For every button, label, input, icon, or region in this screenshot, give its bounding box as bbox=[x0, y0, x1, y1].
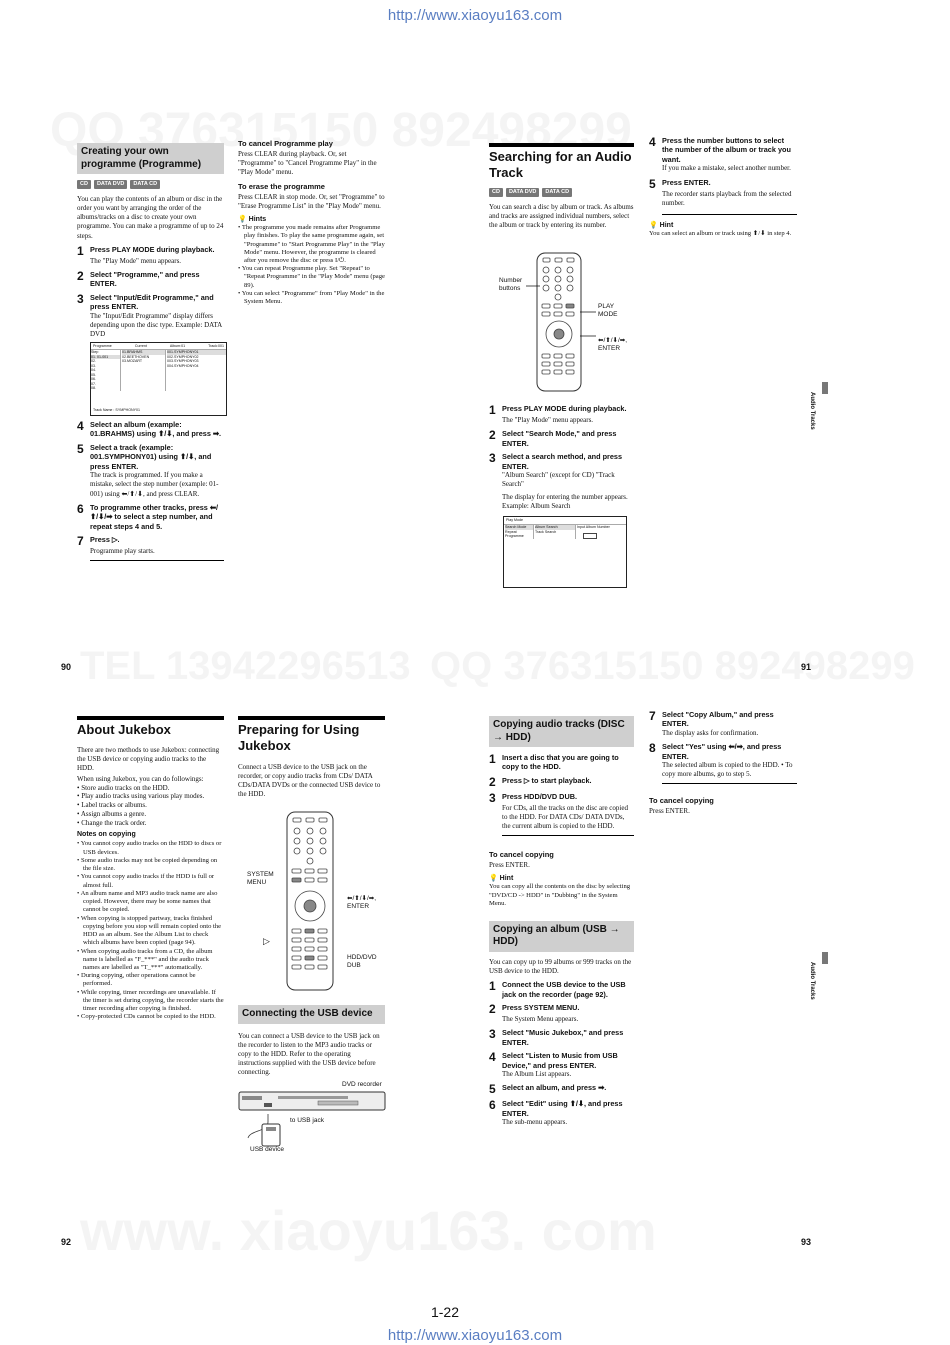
page-number-93: 93 bbox=[801, 1237, 812, 1247]
p93-album-step-5: 5 Select an album, and press ➡. bbox=[489, 1082, 607, 1097]
programme-track: 001.SYMPHONY01 bbox=[167, 350, 226, 354]
p93-album-step-1: 1 Connect the USB device to the USB jack on the recorder (page 92). bbox=[489, 979, 626, 999]
input-number-box bbox=[583, 533, 597, 539]
p93-step-8: 8 Select "Yes" using ⬅/➡, and press ENTER. bbox=[649, 741, 782, 761]
cancel-programme-head: To cancel Programme play bbox=[238, 139, 333, 148]
badge-data-dvd: DATA DVD bbox=[94, 180, 127, 189]
play-mode-screen-title: Play Mode bbox=[504, 517, 626, 525]
programme-step: 06. bbox=[91, 377, 96, 382]
p93-step-7: 7 Select "Copy Album," and press ENTER. bbox=[649, 709, 774, 729]
about-item: • Label tracks or albums. bbox=[77, 801, 224, 810]
watermark-site-bottom bbox=[80, 1195, 657, 1268]
programme-step: 05. bbox=[91, 372, 96, 377]
callout-arrows-enter: ⬅/⬆/⬇/➡, ENTER bbox=[598, 337, 628, 352]
p91-badges bbox=[489, 188, 634, 197]
badge-data-cd: DATA CD bbox=[542, 188, 572, 197]
badge-cd: CD bbox=[77, 180, 91, 189]
cancel-copying-text: Press ENTER. bbox=[489, 861, 530, 869]
p91-right-column bbox=[649, 136, 797, 242]
prep-text: Connect a USB device to the USB jack on the recorder, or copy audio tracks from CDs/ DATA CDs/DATA DVDs or the connected USB device to the HDD. bbox=[238, 762, 381, 798]
lightbulb-icon: 💡 bbox=[238, 215, 247, 223]
p93-album-step-4-desc: The Album List appears. bbox=[502, 1070, 572, 1079]
p93-copy-step-3-desc: For CDs, all the tracks on the disc are copied to the HDD. For DATA CDs/ DATA DVDs, the current album is copied to the HDD. bbox=[502, 804, 634, 836]
usb-section bbox=[238, 1005, 385, 1081]
p90-step-1: 1 Press PLAY MODE during playback. bbox=[77, 243, 215, 258]
cancel-programme-text: Press CLEAR during playback. Or, set "Programme" to "Cancel Programme Play" in the "Play Mode" menu. bbox=[238, 149, 377, 176]
search-mode-item: Track Search bbox=[535, 529, 557, 534]
about-intro2: When using Jukebox, you can do followings: bbox=[77, 774, 204, 783]
p93-right-column bbox=[649, 710, 797, 820]
p90-left-column bbox=[77, 143, 224, 561]
p90-step-5-desc: The track is programmed. If you make a mistake, select the step number (example: 01-001) using ⬅/⬆/⬇, and press CLEAR. bbox=[90, 471, 219, 498]
p93-copy-step-2: 2 Press ▷ to start playback. bbox=[489, 774, 592, 789]
p92-left-column bbox=[77, 716, 224, 1022]
p93-album-step-6-desc: The sub-menu appears. bbox=[502, 1118, 568, 1127]
cancel-copying-head: To cancel copying bbox=[489, 850, 554, 860]
programme-step: 02. bbox=[91, 359, 96, 364]
p90-step-4: 4 Select an album (example: 01.BRAHMS) using ⬆/⬇, and press ➡. bbox=[77, 418, 222, 439]
badge-data-cd: DATA CD bbox=[130, 180, 160, 189]
programme-step: 03. bbox=[91, 363, 96, 368]
programme-screen-col-current: Current bbox=[134, 343, 147, 348]
side-label-bottom: Audio Tracks bbox=[808, 962, 815, 1000]
lightbulb-icon: 💡 bbox=[489, 875, 498, 883]
page-number-92: 92 bbox=[61, 1237, 72, 1247]
p91-title: Searching for an Audio Track bbox=[489, 143, 634, 182]
p91-hint-head: 💡 Hint bbox=[649, 221, 674, 229]
play-mode-item: Repeat bbox=[505, 529, 517, 534]
prep-jukebox-title: Preparing for Using Jukebox bbox=[238, 716, 385, 755]
programme-screen-footer: Track Name : SYMPHONY01 bbox=[93, 408, 140, 413]
notes-list bbox=[77, 840, 224, 1021]
p93-copy-step-1: 1 Insert a disc that you are going to copy to the HDD. bbox=[489, 752, 619, 772]
input-number-label: Input Album Number bbox=[577, 525, 610, 530]
label-usb-device: USB device bbox=[250, 1146, 284, 1153]
p91-step-3-desc: "Album Search" (except for CD) "Track Search" bbox=[502, 471, 615, 489]
programme-screen-col-track: Track:001 bbox=[208, 343, 224, 348]
play-mode-screen bbox=[503, 516, 627, 588]
about-item: • Assign albums a genre. bbox=[77, 810, 224, 819]
programme-screen-title: Programme bbox=[93, 343, 112, 348]
side-tab-bottom bbox=[822, 952, 828, 964]
p91-step-4: 4 Press the number buttons to select the number of the album or track you want. bbox=[649, 135, 791, 164]
p93-album-step-4: 4 Select "Listen to Music from USB Device," and press ENTER. bbox=[489, 1050, 618, 1070]
cancel-copying2-text: Press ENTER. bbox=[649, 806, 690, 815]
note-item: • Copy-protected CDs cannot be copied to the HDD. bbox=[77, 1013, 224, 1021]
p93-left-column bbox=[489, 716, 634, 1127]
programme-album: 01.BRAHMS bbox=[122, 350, 165, 354]
notes-head: Notes on copying bbox=[77, 831, 136, 839]
copy-disc-title: Copying audio tracks (DISC → HDD) bbox=[489, 716, 634, 747]
about-item: • Change the track order. bbox=[77, 819, 224, 828]
badge-data-dvd: DATA DVD bbox=[506, 188, 539, 197]
p90-step-7-desc: Programme play starts. bbox=[90, 547, 224, 561]
bottom-url[interactable]: http://www.xiaoyu163.com bbox=[387, 1327, 563, 1344]
label-dvd-recorder: DVD recorder bbox=[342, 1081, 382, 1088]
p90-step-7: 7 Press ▷. bbox=[77, 534, 120, 549]
p91-step-1-desc: The "Play Mode" menu appears. bbox=[502, 416, 594, 424]
p90-step-1-desc: The "Play Mode" menu appears. bbox=[90, 256, 182, 265]
p90-intro: You can play the contents of an album or disc in the order you want by arranging the order of the albums/tracks on a disc to create your own programme. You can make a programme of up to 24 steps. bbox=[77, 195, 224, 240]
usb-device-icon bbox=[240, 1112, 290, 1148]
p93-hint-head: 💡 Hint bbox=[489, 875, 514, 883]
play-mode-item: Search Mode bbox=[505, 525, 533, 530]
p93-step-8-desc: The selected album is copied to the HDD. • To copy more albums, go to step 5. bbox=[662, 761, 797, 784]
p90-step-2: 2 Select "Programme," and press ENTER. bbox=[77, 268, 200, 289]
p93-album-step-2-desc: The System Menu appears. bbox=[502, 1015, 579, 1024]
callout-arrows-enter-p92: ⬅/⬆/⬇/➡, ENTER bbox=[347, 895, 377, 910]
top-url[interactable]: http://www.xiaoyu163.com bbox=[387, 7, 563, 24]
callout-play-mode: PLAY MODE bbox=[598, 303, 618, 318]
p91-left-column bbox=[489, 143, 634, 234]
p91-steps-column bbox=[489, 400, 634, 588]
play-mode-item: Programme bbox=[505, 534, 524, 539]
p91-step-1: 1 Press PLAY MODE during playback. bbox=[489, 403, 627, 417]
p91-step-5: 5 Press ENTER. bbox=[649, 176, 711, 191]
about-item: • Store audio tracks on the HDD. bbox=[77, 784, 224, 793]
p93-step-7-desc: The display asks for confirmation. bbox=[662, 728, 759, 737]
watermark-qq-mid bbox=[430, 640, 915, 692]
note-item: • An album name and MP3 audio track name are also copied. However, there may be some names that cannot be copied. bbox=[77, 890, 224, 915]
about-item: • Play audio tracks using various play modes. bbox=[77, 792, 224, 801]
p90-hints-list bbox=[238, 224, 386, 306]
p93-album-step-2: 2 Press SYSTEM MENU. bbox=[489, 1002, 580, 1017]
note-item: • During copying, other operations cannot be performed. bbox=[77, 972, 224, 988]
erase-programme-text: Press CLEAR in stop mode. Or, set "Programme" to "Erase Programme List" in the "Play Mode" menu. bbox=[238, 192, 385, 210]
programme-album: 03.MOZART bbox=[122, 359, 143, 364]
note-item: • Some audio tracks may not be copied depending on the file size. bbox=[77, 857, 224, 873]
p90-step-3-desc: The "Input/Edit Programme" display differs depending upon the disc type. Example: DATA DVD bbox=[90, 311, 222, 338]
lightbulb-icon: 💡 bbox=[649, 221, 658, 229]
programme-screen bbox=[90, 342, 227, 416]
p90-step-6: 6 To programme other tracks, press ⬅/⬆/⬇/➡ to select a step number, and repeat steps 4 and 5. bbox=[77, 501, 219, 531]
p91-step-4-desc: If you make a mistake, select another number. bbox=[662, 164, 791, 173]
dvd-recorder-icon bbox=[238, 1090, 386, 1114]
remote-control-icon bbox=[286, 811, 334, 991]
cancel-copying2-head: To cancel copying bbox=[649, 796, 714, 806]
programme-track: 002.SYMPHONY02 bbox=[167, 354, 199, 359]
p91-step-3: 3 Select a search method, and press ENTER. bbox=[489, 451, 623, 471]
p91-hint-text: You can select an album or track using ⬆/⬇ in step 4. bbox=[649, 229, 792, 237]
programme-track: 003.SYMPHONY03 bbox=[167, 359, 199, 364]
callout-number-buttons: Number buttons bbox=[499, 277, 523, 292]
p93-hint-text: You can copy all the contents on the disc by selecting "DVD/CD -> HDD" in "Dubbing" in the System Menu. bbox=[489, 883, 631, 908]
p90-step-3: 3 Select "Input/Edit Programme," and press ENTER. bbox=[77, 291, 214, 312]
p91-intro: You can search a disc by album or track. As albums and tracks are assigned individual numbers, select the album or track by entering its number. bbox=[489, 202, 634, 229]
note-item: • You cannot copy audio tracks on the HDD to discs or USB devices. bbox=[77, 840, 224, 856]
callout-hdd-dvd-dub: HDD/DVD DUB bbox=[347, 954, 377, 969]
about-jukebox-title: About Jukebox bbox=[77, 716, 224, 738]
programme-step: 04. bbox=[91, 368, 96, 373]
programme-album: 02.BEETHOVEN bbox=[122, 354, 150, 359]
footer-page-number: 1-22 bbox=[430, 1304, 460, 1320]
note-item: • While copying, timer recordings are unavailable. If the timer is set during copying, the recorder starts the timer recording after copying is finished. bbox=[77, 989, 224, 1014]
p90-badges bbox=[77, 180, 224, 189]
programme-track: 004.SYMPHONY04 bbox=[167, 363, 199, 368]
hint-item: • You can repeat Programme play. Set "Repeat" to "Repeat Programme" in the "Play Mode" menu (page 89). bbox=[238, 265, 386, 290]
usb-title: Connecting the USB device bbox=[238, 1005, 385, 1024]
note-item: • You cannot copy audio tracks if the HDD is full or almost full. bbox=[77, 873, 224, 889]
p90-title: Creating your own programme (Programme) bbox=[77, 143, 224, 174]
badge-cd: CD bbox=[489, 188, 503, 197]
p92-right-column bbox=[238, 716, 385, 803]
programme-step: 08. bbox=[91, 386, 96, 391]
side-label-top: Audio Tracks bbox=[808, 392, 815, 430]
p91-step-5-desc: The recorder starts playback from the selected number. bbox=[662, 190, 797, 215]
label-to-usb-jack: to USB jack bbox=[290, 1117, 324, 1124]
note-item: • When copying is stopped partway, tracks finished copying before you stop will remain copied onto the HDD as an album. See the Album List to check which albums have been copied (page 94). bbox=[77, 915, 224, 948]
p93-album-step-3: 3 Select "Music Jukebox," and press ENTER. bbox=[489, 1027, 624, 1047]
page-number-91: 91 bbox=[801, 662, 812, 672]
note-item: • When copying audio tracks from a CD, the album name is labelled as "F_***" and the audio track names are labelled as "T_***" automatically. bbox=[77, 948, 224, 973]
hint-item: • The programme you made remains after Programme play finishes. To play the same programme again, set "Programme" to "Start Programme Play" in the "Play Mode" menu. However, the programme is cleared after you remove the disc or press I/⏻. bbox=[238, 224, 386, 265]
callout-play-button: ▷ bbox=[263, 936, 270, 946]
copy-album-title: Copying an album (USB → HDD) bbox=[489, 921, 634, 952]
page-number-90: 90 bbox=[61, 662, 72, 672]
usb-text: You can connect a USB device to the USB jack on the recorder to listen to the MP3 audio tracks or copy to the HDD. Refer to the operating instructions supplied with the USB device before connecting. bbox=[238, 1031, 380, 1076]
callout-lines bbox=[520, 280, 610, 350]
p93-copy-step-3: 3 Press HDD/DVD DUB. bbox=[489, 790, 578, 805]
p91-step-2: 2 Select "Search Mode," and press ENTER. bbox=[489, 428, 617, 448]
programme-step-label: Step bbox=[91, 350, 99, 355]
copy-album-intro: You can copy up to 99 albums or 999 tracks on the USB device to the HDD. bbox=[489, 957, 632, 975]
callout-system-menu: SYSTEM MENU bbox=[247, 871, 274, 886]
p90-hints-head: 💡 Hints bbox=[238, 215, 267, 223]
programme-step: 01. 01-001 bbox=[91, 355, 120, 359]
erase-programme-head: To erase the programme bbox=[238, 182, 325, 192]
programme-step: 07. bbox=[91, 381, 96, 386]
hint-item: • You can select "Programme" from "Play Mode" in the System Menu. bbox=[238, 290, 386, 306]
p90-step-5: 5 Select a track (example: 001.SYMPHONY01) using ⬆/⬇, and press ENTER. bbox=[77, 441, 212, 471]
about-intro: There are two methods to use Jukebox: connecting the USB device or copying audio tracks to the HDD. bbox=[77, 746, 220, 773]
search-mode-item: Album Search bbox=[535, 525, 575, 530]
programme-screen-col-album: Album:01 bbox=[169, 343, 186, 348]
about-list bbox=[77, 784, 224, 828]
watermark-tel-mid bbox=[80, 640, 411, 692]
p91-display-text: The display for entering the number appears. Example: Album Search bbox=[502, 493, 628, 511]
p93-album-step-6: 6 Select "Edit" using ⬆/⬇, and press ENTER. bbox=[489, 1098, 623, 1118]
p90-right-column bbox=[238, 139, 386, 306]
side-tab-top bbox=[822, 382, 828, 394]
